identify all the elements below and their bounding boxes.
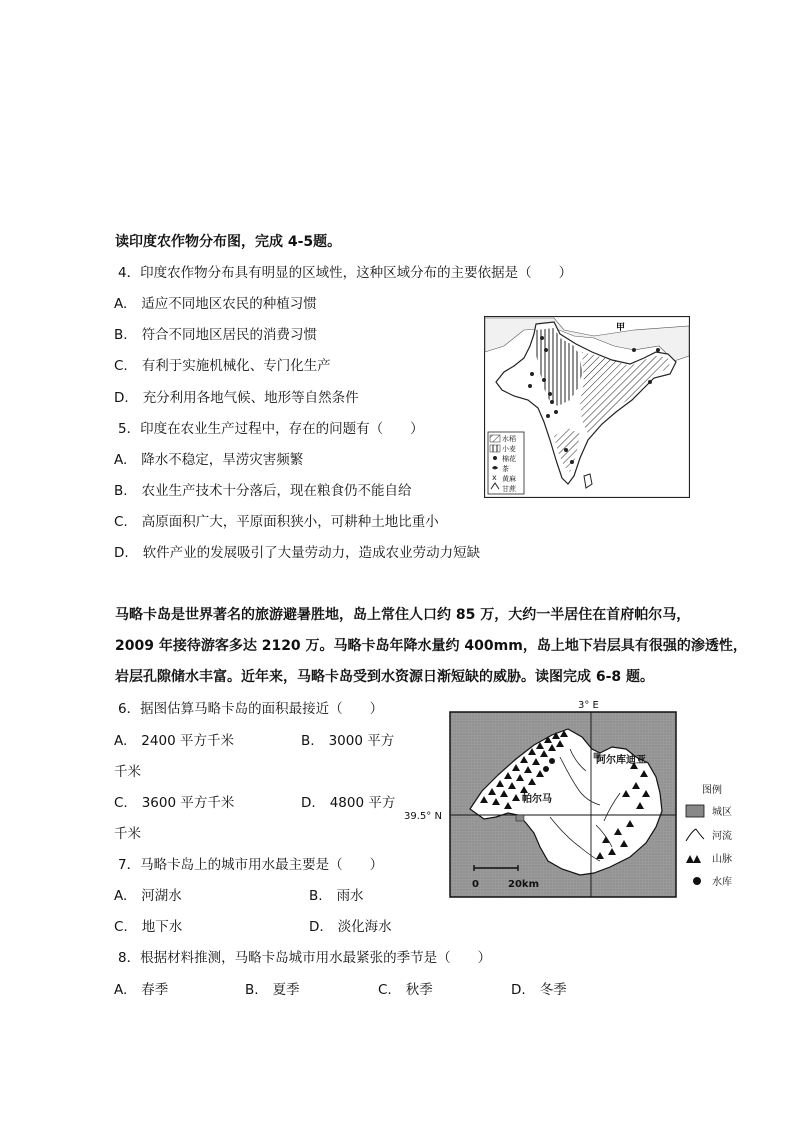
q6-option-d	[301, 791, 395, 811]
legend-swatch-cotton	[493, 456, 497, 460]
option-letter: D.	[511, 982, 526, 998]
option-text: 3600 平方千米	[141, 795, 235, 811]
option-letter: C.	[114, 358, 128, 374]
option-text: 充分利用各地气候、地形等自然条件	[142, 390, 359, 406]
option-text: 软件产业的发展吸引了大量劳动力，造成农业劳动力短缺	[142, 545, 481, 561]
option-letter: C.	[114, 795, 128, 811]
legend-swatch-jute: x	[492, 473, 497, 482]
option-letter: A.	[114, 733, 128, 749]
option-text: 秋季	[405, 982, 433, 998]
india-crop-map	[484, 316, 690, 498]
option-letter: A.	[114, 982, 128, 998]
option-letter: A.	[114, 888, 128, 904]
q7-stem: 7．马略卡岛上的城市用水最主要是（ ）	[118, 857, 384, 873]
q6-option-d-wrap: 千米	[114, 826, 141, 842]
q8-option-d	[511, 978, 567, 998]
option-letter: C.	[378, 982, 392, 998]
q6-option-b	[301, 729, 394, 749]
option-letter: A.	[114, 296, 128, 312]
mallorca-map	[400, 697, 780, 907]
q5-option-c	[114, 510, 439, 530]
q8-stem: 8．根据材料推测，马略卡岛城市用水最紧张的季节是（ ）	[118, 950, 492, 966]
q4-option-b	[114, 323, 317, 343]
passage-line-1: 马略卡岛是世界著名的旅游避暑胜地，岛上常住人口约 85 万，大约一半居住在首府帕尔马，	[115, 607, 691, 623]
q6-option-c	[114, 791, 234, 811]
option-text: 降水不稳定，旱涝灾害频繁	[141, 452, 304, 468]
city-label-palma: 帕尔马	[522, 794, 552, 805]
city-label-alcudia: 阿尔库迪亚	[596, 755, 646, 766]
option-text: 4800 平方	[329, 795, 396, 811]
legend-cotton: 棉花	[502, 455, 516, 463]
option-text: 高原面积广大，平原面积狭小，可耕种土地比重小	[141, 514, 439, 530]
option-letter: A.	[114, 452, 128, 468]
option-letter: B.	[309, 888, 323, 904]
option-letter: D.	[114, 545, 129, 561]
option-text: 淡化海水	[337, 919, 392, 935]
option-text: 地下水	[141, 919, 183, 935]
legend-jute: 黄麻	[502, 475, 516, 483]
q5-stem: 5．印度在农业生产过程中，存在的问题有（ ）	[118, 421, 424, 437]
q6-option-b-wrap: 千米	[114, 764, 141, 780]
q4-option-d	[114, 386, 359, 406]
option-letter: B.	[114, 483, 128, 499]
option-letter: B.	[245, 982, 259, 998]
q5-option-d	[114, 541, 480, 561]
q5-option-a	[114, 448, 303, 468]
legend-title: 图例	[702, 785, 722, 796]
option-letter: C.	[114, 514, 128, 530]
scale-label-0: 0	[472, 879, 479, 890]
legend-city: 城区	[712, 807, 732, 818]
legend-tea: 茶	[502, 465, 509, 473]
legend-mountain: 山脉	[712, 854, 732, 865]
legend-swatch-rice	[490, 435, 500, 442]
option-text: 雨水	[336, 888, 364, 904]
option-text: 2400 平方千米	[141, 733, 234, 749]
option-letter: C.	[114, 919, 128, 935]
q7-option-d	[309, 915, 392, 935]
option-text: 河湖水	[141, 888, 182, 904]
legend-reservoir: 水库	[712, 877, 732, 888]
legend-reservoir-swatch	[693, 877, 701, 885]
q4-option-a	[114, 292, 317, 312]
option-letter: D.	[301, 795, 316, 811]
q4-option-c	[114, 354, 331, 374]
option-letter: B.	[301, 733, 315, 749]
q6-option-a	[114, 729, 234, 749]
option-letter: B.	[114, 327, 128, 343]
q8-option-c	[378, 978, 433, 998]
q8-option-b	[245, 978, 300, 998]
legend-rice: 水稻	[502, 435, 516, 443]
option-text: 夏季	[272, 982, 300, 998]
legend-swatch-wheat	[490, 445, 500, 452]
q8-option-a	[114, 978, 168, 998]
option-text: 符合不同地区居民的消费习惯	[141, 327, 318, 343]
q7-option-b	[309, 884, 364, 904]
option-text: 有利于实施机械化、专门化生产	[141, 358, 331, 374]
q7-option-c	[114, 915, 182, 935]
option-text: 冬季	[539, 982, 567, 998]
legend-river-swatch	[686, 829, 704, 841]
reservoir-2	[543, 766, 549, 772]
q4-stem: 4．印度农作物分布具有明显的区域性，这种区域分布的主要依据是（ ）	[118, 265, 573, 281]
q5-option-b	[114, 479, 412, 499]
q7-option-a	[114, 884, 182, 904]
legend-wheat: 小麦	[502, 445, 516, 453]
section1-intro: 读印度农作物分布图，完成 4-5题。	[115, 234, 342, 250]
legend-river: 河流	[712, 831, 732, 842]
reservoir-1	[549, 758, 555, 764]
scale-label-20km: 20km	[508, 879, 539, 890]
option-letter: D.	[309, 919, 324, 935]
option-text: 适应不同地区农民的种植习惯	[141, 296, 317, 312]
longitude-label: 3° E	[578, 700, 599, 711]
legend-sugarcane: 甘蔗	[502, 485, 516, 493]
option-text: 3000 平方	[328, 733, 395, 749]
option-text: 农业生产技术十分落后，现在粮食仍不能自给	[141, 483, 412, 499]
city-area-palma	[516, 815, 524, 821]
map-label-jia: 甲	[616, 323, 626, 333]
latitude-label: 39.5° N	[404, 811, 442, 822]
legend-city-swatch	[686, 805, 704, 817]
option-text: 春季	[141, 982, 169, 998]
passage-line-3: 岩层孔隙储水丰富。近年来，马略卡岛受到水资源日渐短缺的威胁。读图完成 6-8 题。	[115, 669, 655, 685]
q6-stem: 6．据图估算马略卡岛的面积最接近（ ）	[118, 701, 384, 717]
passage-line-2: 2009 年接待游客多达 2120 万。马略卡岛年降水量约 400mm，岛上地下岩层具有很强的渗透性，	[115, 638, 747, 654]
legend-mountain-swatch	[686, 855, 701, 863]
option-letter: D.	[114, 390, 129, 406]
